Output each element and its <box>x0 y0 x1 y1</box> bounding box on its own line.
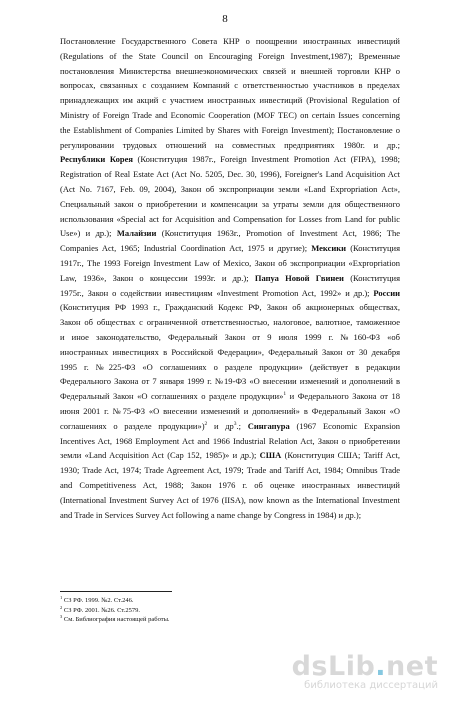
footnote-text: СЗ РФ. 2001. №26. Ст.2579. <box>62 606 141 614</box>
text-line: the Establishment of Companies Limited by Shares with Foreign Investment); Постановление о <box>60 124 400 135</box>
text-line: 1995 г. №225-ФЗ «О соглашениях о разделе продукции» (действует в редакции <box>60 361 400 372</box>
footnote <box>60 615 400 625</box>
text-line: and Competitiveness Act, 1988; Закон 1976 г. об оценке иностранных инвестиций <box>60 479 400 490</box>
text-line: Республики Корея (Конституция 1987г., Foreign Investment Promotion Act (FIPA), 1998; <box>60 154 400 165</box>
text-line: использования «Special act for Acquisition and Compensation for Losses from Land for public <box>60 213 400 224</box>
footnote <box>60 606 400 616</box>
text-line: иностранных инвестициях в Российской Федерации», Федеральный Закон от 30 декабря <box>60 346 400 357</box>
text-line: Law, 1936», Закон о концессии 1993г. и др.); Папуа Новой Гвинеи (Конституция <box>60 272 400 283</box>
text-line: и иное законодательство, Федеральный Закон от 9 июля 1999 г. №160-ФЗ «об <box>60 331 400 342</box>
text-line: Registration of Real Estate Act (Act No. 5205, Dec. 30, 1996), Foreigner's Land Acquisition Act <box>60 169 400 180</box>
text-line: 1930; Trade Act, 1974; Trade Agreement Act, 1979; Trade and Tariff Act, 1984; Omnibus Trade <box>60 465 400 476</box>
footnote-text: СЗ РФ. 1999. №2. Ст.246. <box>62 597 134 604</box>
text-line: (Regulations of the State Council on Encouraging Foreign Investment,1987); Временные <box>60 50 400 61</box>
text-line: соглашениях о разделе продукции»)$^2$ и $др^3$.; Сингапура (1967 Economic Expansion <box>60 420 400 431</box>
text-line: Закон об обществах с ограниченной ответственностью, налоговое, валютное, таможенное <box>60 317 400 328</box>
watermark <box>292 653 438 691</box>
text-line: вопросах, связанных с созданием Компаний с ответственностью участников в пределах <box>60 80 400 91</box>
text-line: земли «Land Acquisition Act (Cap 152, 1985)» и др.); США (Конституция США; Tariff Act, <box>60 450 401 461</box>
watermark-logo: dsLib.net <box>291 651 438 682</box>
text-line: Companies Act, 1965; Industrial Coordination Act, 1975 и другие); Мексики (Конституция <box>60 243 400 254</box>
text-line: регулировании трудовых отношений на совместных предприятиях 1980г. и др.; <box>60 139 400 150</box>
text-line: (International Investment Survey Act of 1976 (IISA), now known as the International Investment <box>60 494 400 505</box>
text-line: Incentives Act, 1968 Employment Act and 1966 Industrial Relation Act, Закон о приобретении <box>60 435 400 446</box>
text-line: 1917г., The 1993 Foreign Investment Law of Mexico, Закон об экспроприации «Expropriation <box>60 257 400 268</box>
footnote <box>60 596 400 606</box>
text-line: Ministry of Foreign Trade and Economic Cooperation (MOF TEC) on certain Issues concerning <box>60 109 400 120</box>
footnote-mark: 2 <box>60 604 63 610</box>
text-line: (Конституция РФ 1993 г., Гражданский Кодекс РФ, Закон об акционерных обществах, <box>60 302 400 313</box>
footnotes <box>60 596 400 625</box>
footnote-mark: 3 <box>60 613 63 619</box>
text-line: Постановление Государственного Совета КНР о поощрении иностранных инвестиций <box>60 36 400 46</box>
text-line: постановления Министерства внешнеэкономических связей и внешней торговли КНР о <box>60 65 400 76</box>
text-line: (Act No. 7167, Feb. 09, 2004), Закон об экспроприации земли «Land Expropriation Act», <box>60 183 400 194</box>
text-line: 1975г., Закон о содействии инвестициям «Investment Promotion Act, 1992» и др.); России <box>60 287 400 298</box>
footnote-mark: 1 <box>60 594 63 600</box>
footnote-text: См. Библиография настоящей работы. <box>62 616 170 623</box>
text-line: Use») и др.); Малайзии (Конституция 1963г., Promotion of Investment Act, 1986; The <box>60 228 400 239</box>
text-line: принадлежащих им акций с участием иностранных инвестиций (Provisional Regulation of <box>60 95 400 106</box>
text-line: and Trade in Services Survey Act following a name change by Congress in 1984) и др.); <box>60 509 362 520</box>
text-line: июня 2001 г. №75-ФЗ «О внесении изменений и дополнений» в Федеральный Закон «О <box>60 405 400 416</box>
body-text <box>60 34 400 522</box>
text-line: Федеральный Закон «О соглашениях о разделе продукции»$^1$ и Федерального Закона от 18 <box>60 391 400 402</box>
text-line: Федерального Закона от 7 января 1999 г. №19-ФЗ «О внесении изменений и дополнений в <box>60 376 400 387</box>
page-number: 8 <box>222 13 228 25</box>
watermark-tagline: библиотека диссертаций <box>304 680 438 691</box>
text-line: Специальный закон о приобретении и компенсации за утраты земли для общественного <box>60 198 400 209</box>
footnote-divider <box>60 591 172 592</box>
